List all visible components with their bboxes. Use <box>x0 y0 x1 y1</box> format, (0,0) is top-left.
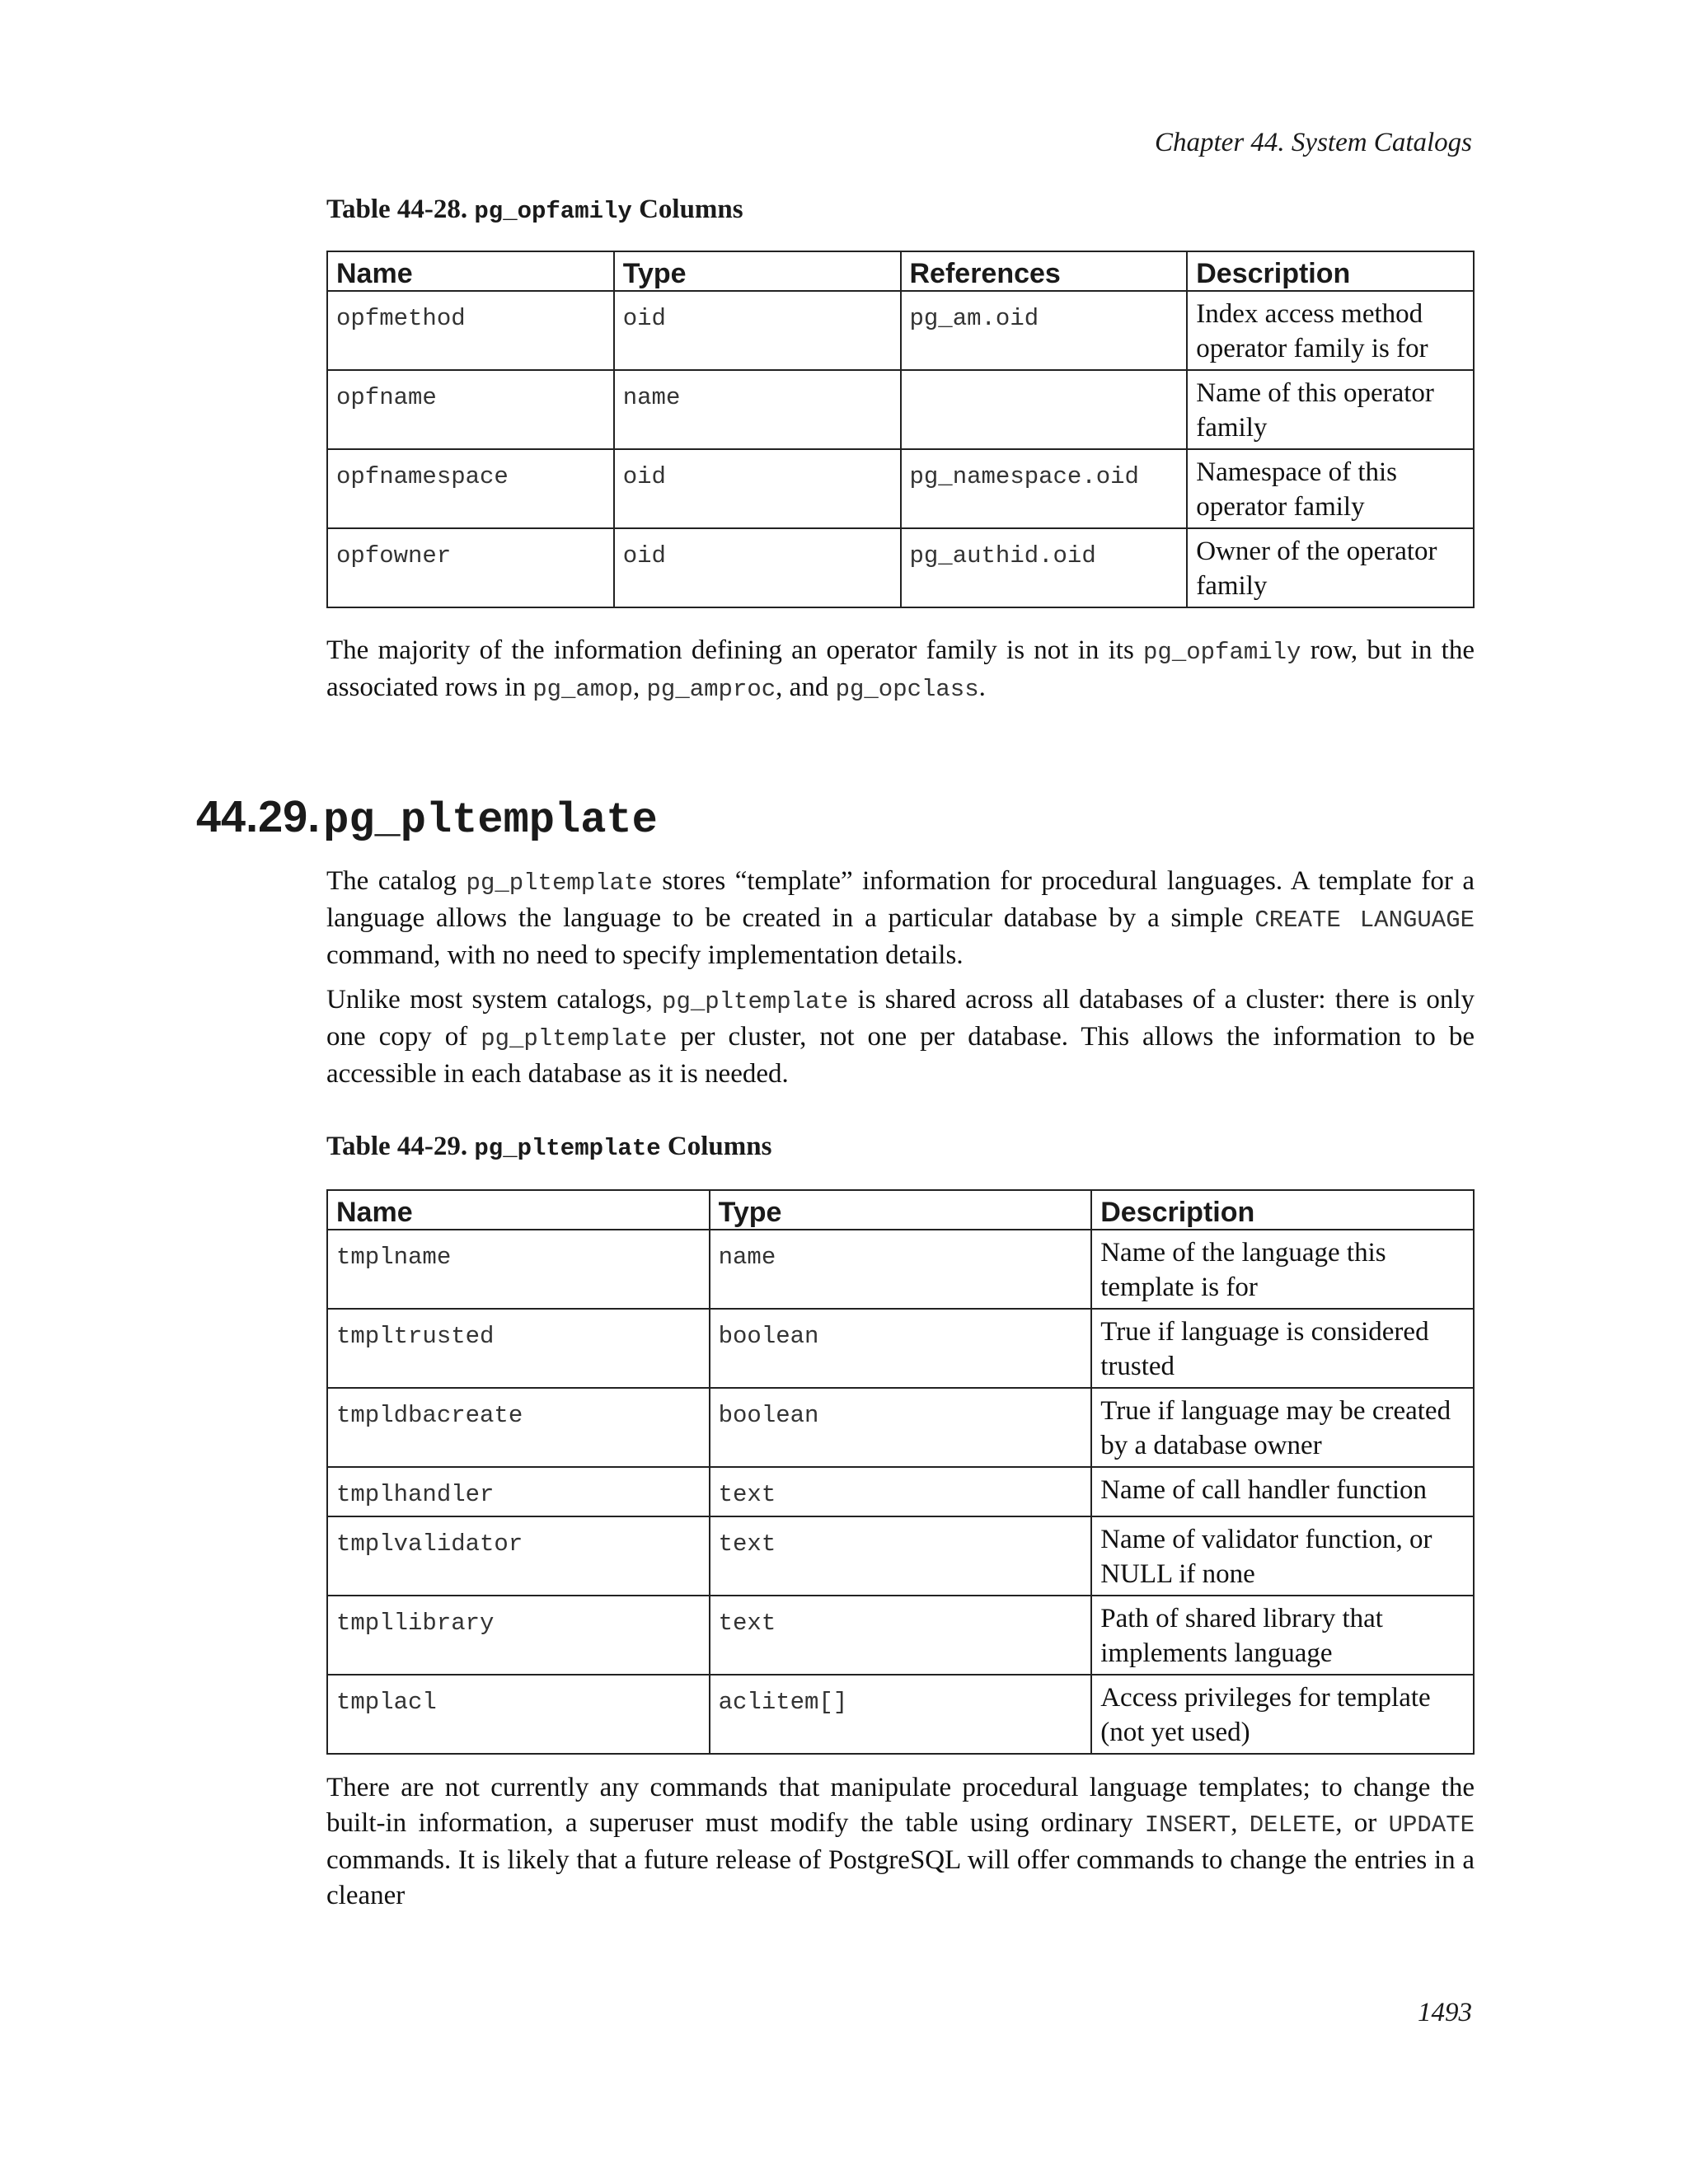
column-header: Type <box>710 1190 1092 1230</box>
table-row <box>327 1675 1474 1754</box>
table-header-row <box>327 251 1474 291</box>
cell-description: Name of call handler function <box>1091 1467 1474 1516</box>
cell-references: pg_am.oid <box>901 291 1188 370</box>
table-label: Table 44-29. <box>326 1132 468 1161</box>
cell-name: tmplvalidator <box>327 1516 710 1596</box>
cell-description: Index access method operator family is for <box>1187 291 1474 370</box>
column-header: Description <box>1091 1190 1474 1230</box>
paragraph-text: , <box>1231 1808 1250 1838</box>
column-header: Type <box>614 251 901 291</box>
table-catalog-name: pg_pltemplate <box>474 1135 661 1162</box>
table-row <box>327 528 1474 607</box>
cell-name: opfname <box>327 370 614 449</box>
paragraph-text: The majority of the information defining an operator family is not in its <box>326 635 1144 665</box>
cell-type: text <box>710 1467 1092 1516</box>
cell-name: tmplacl <box>327 1675 710 1754</box>
inline-code: pg_pltemplate <box>662 988 849 1015</box>
inline-code: CREATE LANGUAGE <box>1254 907 1475 934</box>
table-row <box>327 1388 1474 1467</box>
cell-type: name <box>614 370 901 449</box>
pltemplate-shared-paragraph <box>326 982 1475 1092</box>
paragraph-text: . <box>978 673 986 702</box>
column-header: References <box>901 251 1188 291</box>
cell-name: tmpllibrary <box>327 1596 710 1675</box>
table-suffix: Columns <box>639 194 743 224</box>
cell-type: aclitem[] <box>710 1675 1092 1754</box>
column-header: Description <box>1187 251 1474 291</box>
paragraph-text: , or <box>1335 1808 1389 1838</box>
paragraph-text: The catalog <box>326 866 467 896</box>
table-row <box>327 291 1474 370</box>
column-header: Name <box>327 251 614 291</box>
table-suffix: Columns <box>667 1132 772 1161</box>
paragraph-text: per cluster, not one per database. This allows the information to be accessible in each database as it is needed. <box>326 1022 1475 1089</box>
inline-code: DELETE <box>1249 1811 1336 1839</box>
cell-description: Name of this operator family <box>1187 370 1474 449</box>
paragraph-text: stores “template” information for procedural languages. A template for a language allows the language to be created in a particular database by a simple <box>326 866 1475 933</box>
inline-code: pg_amop <box>532 676 634 703</box>
section-heading <box>196 791 658 845</box>
cell-description: Owner of the operator family <box>1187 528 1474 607</box>
table-row <box>327 1516 1474 1596</box>
table-row <box>327 1596 1474 1675</box>
cell-description: True if language may be created by a database owner <box>1091 1388 1474 1467</box>
cell-description: Name of validator function, or NULL if none <box>1091 1516 1474 1596</box>
cell-name: tmpltrusted <box>327 1309 710 1388</box>
table-label: Table 44-28. <box>326 194 468 224</box>
paragraph-text: command, with no need to specify implementation details. <box>326 940 964 970</box>
table-title-opfamily <box>326 194 743 225</box>
section-title: pg_pltemplate <box>323 796 658 845</box>
table-title-pltemplate <box>326 1132 771 1162</box>
cell-references: pg_namespace.oid <box>901 449 1188 528</box>
pltemplate-intro-paragraph <box>326 864 1475 973</box>
paragraph-text: row, but in the associated rows in <box>326 635 1475 702</box>
cell-description: Path of shared library that implements language <box>1091 1596 1474 1675</box>
table-row <box>327 1230 1474 1309</box>
cell-description: Namespace of this operator family <box>1187 449 1474 528</box>
paragraph-text: commands. It is likely that a future release of PostgreSQL will offer commands to change the entries in a cleaner <box>326 1845 1475 1910</box>
cell-name: opfmethod <box>327 291 614 370</box>
cell-type: text <box>710 1516 1092 1596</box>
cell-name: tmpldbacreate <box>327 1388 710 1467</box>
table-row <box>327 1309 1474 1388</box>
paragraph-text: , <box>633 673 647 702</box>
cell-references <box>901 370 1188 449</box>
cell-name: opfowner <box>327 528 614 607</box>
cell-type: oid <box>614 291 901 370</box>
cell-type: name <box>710 1230 1092 1309</box>
paragraph-text: Unlike most system catalogs, <box>326 985 663 1015</box>
opfamily-note-paragraph <box>326 633 1475 707</box>
pltemplate-commands-paragraph <box>326 1770 1475 1914</box>
inline-code: pg_pltemplate <box>466 869 653 897</box>
cell-description: True if language is considered trusted <box>1091 1309 1474 1388</box>
running-header: Chapter 44. System Catalogs <box>1155 128 1472 157</box>
pg-pltemplate-table <box>326 1189 1475 1755</box>
cell-references: pg_authid.oid <box>901 528 1188 607</box>
inline-code: pg_pltemplate <box>481 1025 668 1052</box>
table-header-row <box>327 1190 1474 1230</box>
inline-code: pg_amproc <box>646 676 776 703</box>
inline-code: UPDATE <box>1388 1811 1475 1839</box>
inline-code: pg_opclass <box>835 676 979 703</box>
section-number: 44.29. <box>196 792 321 841</box>
cell-name: tmplname <box>327 1230 710 1309</box>
inline-code: INSERT <box>1144 1811 1231 1839</box>
cell-description: Access privileges for template (not yet used) <box>1091 1675 1474 1754</box>
page-number: 1493 <box>1418 1998 1472 2027</box>
table-row <box>327 1467 1474 1516</box>
table-catalog-name: pg_opfamily <box>474 198 632 225</box>
inline-code: pg_opfamily <box>1143 639 1301 666</box>
cell-type: boolean <box>710 1388 1092 1467</box>
table-row <box>327 370 1474 449</box>
cell-name: opfnamespace <box>327 449 614 528</box>
cell-type: text <box>710 1596 1092 1675</box>
cell-name: tmplhandler <box>327 1467 710 1516</box>
paragraph-text: , and <box>776 673 836 702</box>
table-row <box>327 449 1474 528</box>
cell-type: oid <box>614 528 901 607</box>
pg-opfamily-table <box>326 251 1475 608</box>
cell-type: oid <box>614 449 901 528</box>
cell-description: Name of the language this template is for <box>1091 1230 1474 1309</box>
paragraph-text: There are not currently any commands that manipulate procedural language templates; to change the built-in information, a superuser must modify the table using ordinary <box>326 1773 1475 1838</box>
paragraph-text: is shared across all databases of a cluster: there is only one copy of <box>326 985 1475 1052</box>
column-header: Name <box>327 1190 710 1230</box>
cell-type: boolean <box>710 1309 1092 1388</box>
